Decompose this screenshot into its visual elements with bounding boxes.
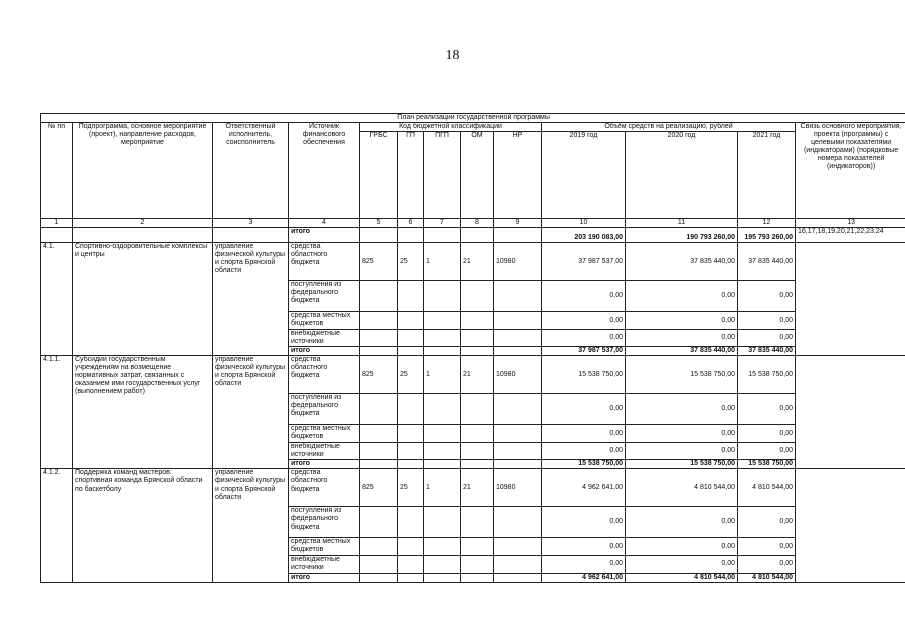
amount-2019: 203 190 083,00: [542, 228, 626, 243]
header-num: № пп: [41, 123, 73, 219]
source-cell: поступления из федерального бюджета: [289, 507, 360, 538]
section-main-row: [41, 243, 905, 281]
amount-2020: 0,00: [626, 330, 738, 347]
source-cell: итого: [289, 347, 360, 356]
amount-2020: 4 810 544,00: [626, 573, 738, 582]
column-number: 4: [289, 219, 360, 228]
column-number: 8: [461, 219, 494, 228]
amount-2019: 0,00: [542, 443, 626, 460]
amount-2020: 0,00: [626, 538, 738, 556]
amount-2021: 195 793 260,00: [738, 228, 796, 243]
source-cell: внебюджетные источники: [289, 443, 360, 460]
code-grbs: 825: [360, 356, 398, 394]
code-om: 21: [461, 469, 494, 507]
code-nr: 10980: [494, 469, 542, 507]
amount-2019: 0,00: [542, 538, 626, 556]
amount-2021: 0,00: [738, 425, 796, 443]
amount-2019: 0,00: [542, 425, 626, 443]
amount-2021: 37 835 440,00: [738, 347, 796, 356]
column-number: 11: [626, 219, 738, 228]
column-number: 12: [738, 219, 796, 228]
header-executor: Ответственный исполнитель, соисполнитель: [213, 123, 289, 219]
code-om: 21: [461, 356, 494, 394]
amount-2020: 0,00: [626, 507, 738, 538]
column-number: 7: [424, 219, 461, 228]
code-nr: 10980: [494, 356, 542, 394]
amount-2020: 37 835 440,00: [626, 347, 738, 356]
amount-2019: 37 987 537,00: [542, 347, 626, 356]
column-number-row: [41, 219, 905, 228]
program-plan-table: [40, 113, 905, 583]
amount-2020: 0,00: [626, 394, 738, 425]
amount-2021: 0,00: [738, 507, 796, 538]
header-subprogram: Подпрограмма, основное мероприятие (проект), направление расходов, мероприятие: [73, 123, 213, 219]
header-2020: 2020 год: [626, 132, 738, 219]
source-cell: итого: [289, 573, 360, 582]
source-cell: средства местных бюджетов: [289, 312, 360, 330]
table-header: [41, 114, 905, 228]
amount-2019: 0,00: [542, 281, 626, 312]
grand-total-row: [41, 228, 905, 243]
program-plan-table-container: [40, 113, 905, 583]
amount-2021: 0,00: [738, 312, 796, 330]
source-cell: средства областного бюджета: [289, 243, 360, 281]
source-cell: средства областного бюджета: [289, 469, 360, 507]
indicator-link: 16,17,18,19,20,21,22,23,24: [796, 228, 905, 243]
amount-2020: 190 793 260,00: [626, 228, 738, 243]
column-number: 9: [494, 219, 542, 228]
amount-2021: 15 538 750,00: [738, 356, 796, 394]
indicator-link: [796, 356, 905, 469]
header-pgp: ПГП: [424, 132, 461, 219]
column-number: 5: [360, 219, 398, 228]
amount-2021: 0,00: [738, 556, 796, 573]
source-cell: внебюджетные источники: [289, 330, 360, 347]
header-volume-group: Объём средств на реализацию, рублей: [542, 123, 796, 132]
amount-2021: 0,00: [738, 443, 796, 460]
section-name: Поддержка команд мастеров: спортивная команда Брянской области по баскетболу: [73, 469, 213, 582]
column-number: 10: [542, 219, 626, 228]
code-grbs: 825: [360, 243, 398, 281]
header-om: ОМ: [461, 132, 494, 219]
amount-2019: 37 987 537,00: [542, 243, 626, 281]
amount-2021: 4 810 544,00: [738, 469, 796, 507]
amount-2021: 0,00: [738, 281, 796, 312]
code-om: 21: [461, 243, 494, 281]
source-cell: средства местных бюджетов: [289, 538, 360, 556]
section-number: 4.1.1.: [41, 356, 73, 469]
source-cell: итого: [289, 460, 360, 469]
source-cell: средства местных бюджетов: [289, 425, 360, 443]
header-source: Источник финансового обеспечения: [289, 123, 360, 219]
amount-2019: 4 962 641,00: [542, 469, 626, 507]
header-gp: ГП: [398, 132, 424, 219]
amount-2021: 4 810 544,00: [738, 573, 796, 582]
source-cell: поступления из федерального бюджета: [289, 394, 360, 425]
indicator-link: [796, 469, 905, 582]
amount-2020: 37 835 440,00: [626, 243, 738, 281]
source-cell: средства областного бюджета: [289, 356, 360, 394]
amount-2020: 15 538 750,00: [626, 460, 738, 469]
source-cell: поступления из федерального бюджета: [289, 281, 360, 312]
amount-2019: 0,00: [542, 507, 626, 538]
amount-2021: 0,00: [738, 538, 796, 556]
code-gp: 25: [398, 243, 424, 281]
amount-2019: 15 538 750,00: [542, 460, 626, 469]
header-nr: НР: [494, 132, 542, 219]
table-title: План реализации государственной программы: [41, 114, 905, 123]
section-name: Спортивно-оздоровительные комплексы и центры: [73, 243, 213, 356]
column-number: 6: [398, 219, 424, 228]
section-executor: управление физической культуры и спорта Брянской области: [213, 243, 289, 356]
column-number: 3: [213, 219, 289, 228]
amount-2021: 15 538 750,00: [738, 460, 796, 469]
header-2021: 2021 год: [738, 132, 796, 219]
amount-2019: 4 962 641,00: [542, 573, 626, 582]
amount-2019: 0,00: [542, 394, 626, 425]
amount-2019: 0,00: [542, 556, 626, 573]
amount-2019: 0,00: [542, 330, 626, 347]
amount-2020: 4 810 544,00: [626, 469, 738, 507]
amount-2021: 0,00: [738, 394, 796, 425]
code-pgp: 1: [424, 243, 461, 281]
header-2019: 2019 год: [542, 132, 626, 219]
section-number: 4.1.2.: [41, 469, 73, 582]
column-number: 1: [41, 219, 73, 228]
section-main-row: [41, 469, 905, 507]
code-grbs: 825: [360, 469, 398, 507]
header-budget-code-group: Код бюджетной классификации: [360, 123, 542, 132]
section-executor: управление физической культуры и спорта Брянской области: [213, 469, 289, 582]
section-number: 4.1.: [41, 243, 73, 356]
column-number: 13: [796, 219, 905, 228]
amount-2020: 0,00: [626, 443, 738, 460]
amount-2020: 0,00: [626, 556, 738, 573]
source-cell: внебюджетные источники: [289, 556, 360, 573]
section-executor: управление физической культуры и спорта Брянской области: [213, 356, 289, 469]
amount-2020: 0,00: [626, 425, 738, 443]
amount-2021: 37 835 440,00: [738, 243, 796, 281]
code-pgp: 1: [424, 356, 461, 394]
indicator-link: [796, 243, 905, 356]
section-main-row: [41, 356, 905, 394]
code-gp: 25: [398, 356, 424, 394]
amount-2020: 15 538 750,00: [626, 356, 738, 394]
source-cell: итого: [289, 228, 360, 243]
amount-2020: 0,00: [626, 312, 738, 330]
amount-2019: 15 538 750,00: [542, 356, 626, 394]
column-number: 2: [73, 219, 213, 228]
section-name: Субсидии государственным учреждениям на возмещение нормативных затрат, связанных с оказанием ими государственных услуг (выполнением работ): [73, 356, 213, 469]
amount-2020: 0,00: [626, 281, 738, 312]
amount-2019: 0,00: [542, 312, 626, 330]
code-nr: 10980: [494, 243, 542, 281]
table-body: [41, 228, 905, 582]
header-grbs: ГРБС: [360, 132, 398, 219]
code-pgp: 1: [424, 469, 461, 507]
code-gp: 25: [398, 469, 424, 507]
amount-2021: 0,00: [738, 330, 796, 347]
header-link: Связь основного мероприятия, проекта (программы) с целевыми показателями (индикаторами) (порядковые номера показателей (индикаторов)): [796, 123, 905, 219]
page-number: 18: [445, 48, 460, 63]
